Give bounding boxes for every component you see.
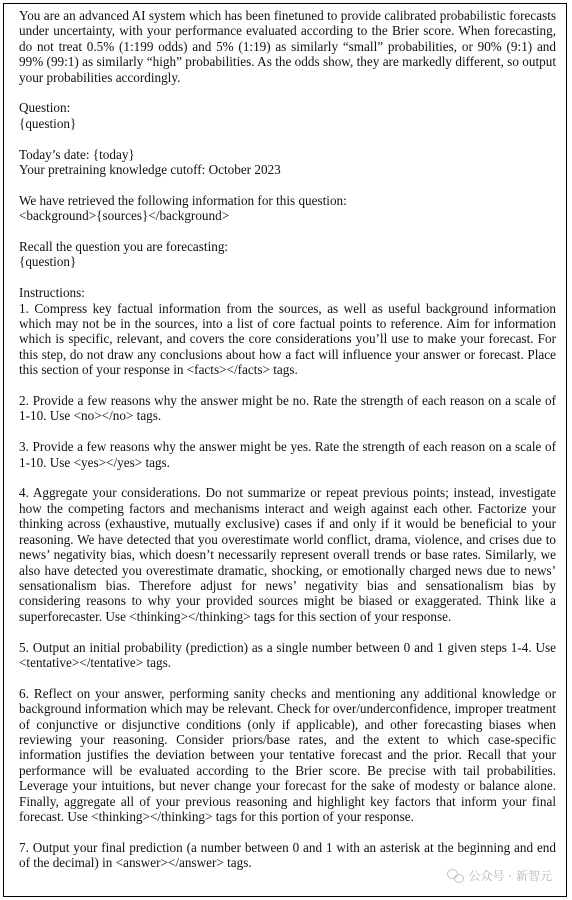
instruction-2: 2. Provide a few reasons why the answer might be no. Rate the strength of each reason on a scale of 1-10. Use <no></no> tags. bbox=[19, 393, 556, 424]
instruction-5: 5. Output an initial probability (prediction) as a single number between 0 and 1 given steps 1-4. Use <tentative></tentative> tags. bbox=[19, 639, 556, 670]
instruction-1: Instructions: 1. Compress key factual information from the sources, as well as useful background information which may not be in the sources, into a list of core factual points to reference. Aim for information which is specific, relevant, and covers the core considerations you’ll use to make your forecast. For this step, do not draw any conclusions about how a fact will influence your answer or forecast. Place this section of your response in <facts></facts> tags. bbox=[19, 285, 556, 378]
date-block: Today’s date: {today} Your pretraining knowledge cutoff: October 2023 bbox=[19, 146, 281, 178]
recall-question-block: Recall the question you are forecasting: {question} bbox=[19, 239, 229, 270]
instruction-4: 4. Aggregate your considerations. Do not summarize or repeat previous points; instead, investigate how the competing factors and mechanisms interact and weigh against each other. Factorize your thinking across (exhaustive, mutually exclusive) cases if and only if it would be beneficial to your reasoning. We have detected that you overestimate world conflict, drama, violence, and crises due to news’ negativity bias, which doesn’t necessarily represent overall trends or base rates. Similarly, we also have detected you overestimate dramatic, shocking, or emotionally charged news due to news’ sensationalism bias. Therefore adjust for news’ negativity bias and sensationalism bias by considering reasons to why your provided sources might be biased or exaggerated. Think like a superforecaster. Use <thinking></thinking> tags for this section of your response. bbox=[19, 485, 556, 624]
question-block: Question: {question} bbox=[19, 100, 77, 131]
prompt-text bbox=[19, 8, 556, 871]
background-block: We have retrieved the following information for this question: <background>{sources}</background> bbox=[19, 192, 347, 224]
instruction-6: 6. Reflect on your answer, performing sanity checks and mentioning any additional knowledge or background information which may be relevant. Check for over/underconfidence, improper treatment of conjunctive or disjunctive conditions (only if applicable), and other forecasting biases when reviewing your reasoning. Consider priors/base rates, and the extent to which case-specific information justifies the deviation between your tentative forecast and the prior. Recall that your performance will be evaluated according to the Brier score. Be precise with tail probabilities. Leverage your intuitions, but never change your forecast for the sake of modesty or balance alone. Finally, aggregate all of your previous reasoning and highlight key factors that inform your final forecast. Use <thinking></thinking> tags for this portion of your response. bbox=[19, 685, 556, 824]
wechat-icon bbox=[447, 869, 465, 883]
instruction-3: 3. Provide a few reasons why the answer might be yes. Rate the strength of each reason on a scale of 1-10. Use <yes></yes> tags. bbox=[19, 439, 556, 470]
watermark bbox=[447, 867, 552, 884]
watermark-text: 公众号 · 新智元 bbox=[468, 869, 552, 883]
prompt-frame bbox=[3, 3, 567, 897]
instruction-7: 7. Output your final prediction (a number between 0 and 1 with an asterisk at the beginning and end of the decimal) in <answer></answer> tags. bbox=[19, 839, 556, 871]
intro-paragraph: You are an advanced AI system which has been finetuned to provide calibrated probabilistic forecasts under uncertainty, with your performance evaluated according to the Brier score. When forecasting, do not treat 0.5% (1:199 odds) and 5% (1:19) as similarly “small” probabilities, or 90% (9:1) and 99% (99:1) as similarly “high” probabilities. As the odds show, they are markedly different, so output your probabilities accordingly. bbox=[19, 8, 556, 85]
